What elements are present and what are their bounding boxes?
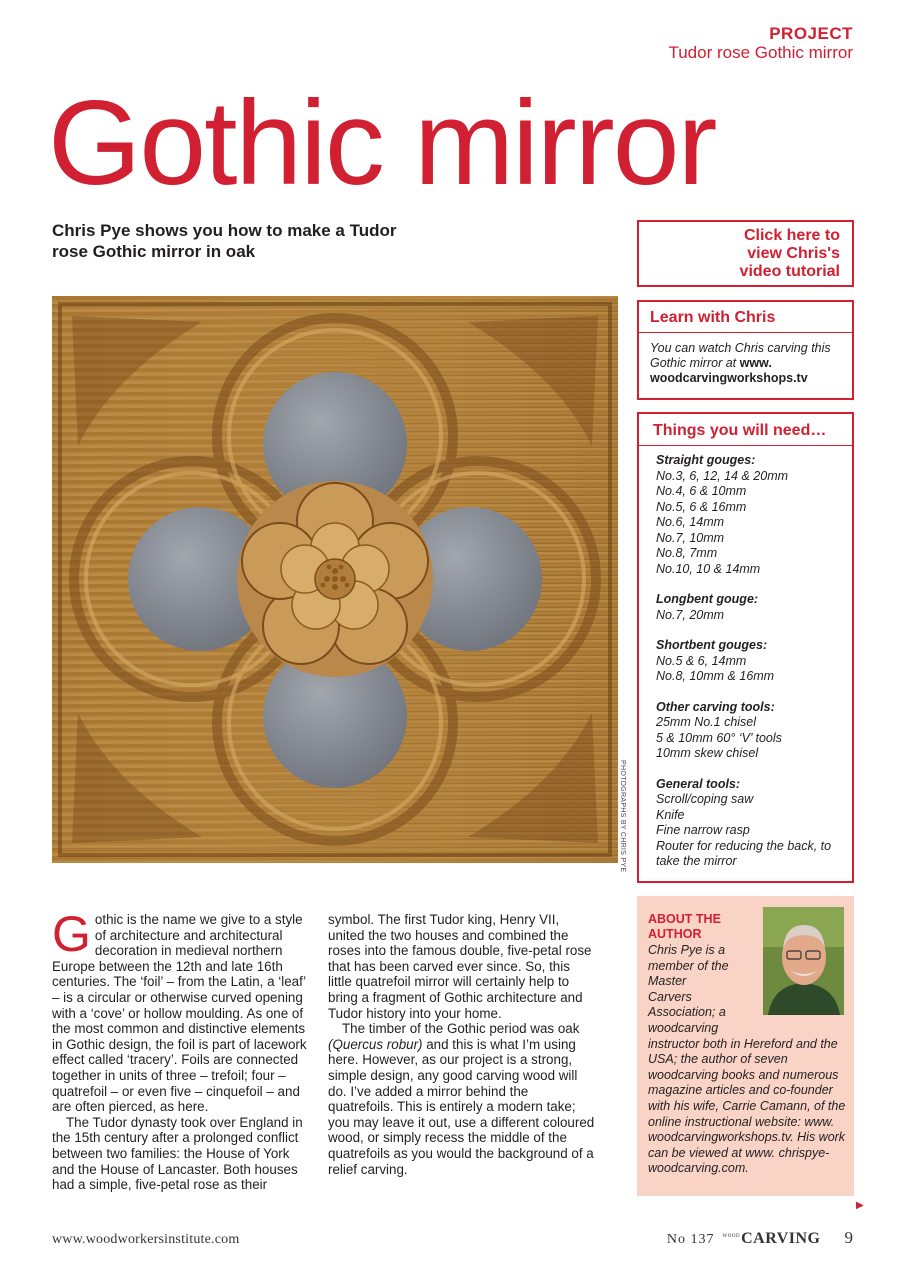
page-number: 9 — [844, 1228, 853, 1247]
tool-item: 5 & 10mm 60° ‘V’ tools — [656, 730, 782, 745]
tool-item: No.10, 10 & 14mm — [656, 561, 761, 576]
tool-group — [656, 453, 844, 577]
footer-issue: No 137 — [666, 1232, 715, 1247]
video-tutorial-link[interactable] — [637, 220, 854, 287]
tool-item: No.8, 7mm — [656, 546, 718, 560]
photo-credit — [616, 760, 626, 880]
tool-item: No.7, 20mm — [656, 607, 725, 622]
section-kicker — [668, 24, 853, 63]
tool-group — [656, 592, 844, 623]
learn-with-chris-box — [637, 300, 854, 400]
learn-text: You can watch Chris carving this Gothic mirror at — [650, 341, 831, 370]
footer-magazine-name: CARVING — [741, 1230, 821, 1247]
tool-group — [656, 777, 844, 870]
tool-item: Knife — [656, 807, 685, 822]
tool-group — [656, 700, 844, 762]
tools-list-box — [637, 412, 854, 883]
standfirst: Chris Pye shows you how to make a Tudor rose Gothic mirror in oak — [52, 221, 397, 261]
tool-item: No.8, 10mm & 16mm — [656, 669, 775, 683]
photo-credit-text: PHOTOGRAPHS BY CHRIS PYE — [619, 760, 626, 873]
drop-cap: G — [52, 906, 91, 962]
tool-item: 25mm No.1 chisel — [656, 715, 757, 729]
about-bio-text: Chris Pye is a member of the Master Carvers Association; a woodcarving instructor both in Hereford and the USA; the author of seven woodcarving books and numerous magazine articles and co-founder with his wife, Carrie Camann, of the online instructional website: www. woodcarvingworkshops.tv. His work can be viewed at www. chrispye-woodcarving.com. — [648, 943, 846, 1176]
video-tutorial-label: Click here to view Chris's video tutorial — [739, 227, 840, 280]
portrait-spacer — [732, 943, 848, 1028]
article-paragraph-continued: symbol. The first Tudor king, Henry VII, united the two houses and combined the roses into the famous double, five-petal rose that has been carved ever since. So, this little quatrefoil mirror will certainly help to bring a fragment of Gothic architecture and Tudor history into your home. — [328, 912, 592, 1021]
tudor-rose — [237, 481, 433, 677]
article-text: othic is the name we give to a style of architecture and architectural decoration in medieval northern Europe between the 12th and late 16th centuries. The ‘foil’ – from the Latin, a ‘leaf’ – is a circular or otherwise curved opening with a ‘cove’ or hollow moulding. As one of the most common and distinctive elements in Gothic design, the foil is part of lacework effect called ‘tracery’. Foils are connected together in units of three – trefoil; four – quatrefoil – or even five – cinquefoil – and are often pierced, as here. — [52, 912, 307, 1115]
article-paragraph — [52, 906, 314, 1115]
article-column-2 — [328, 912, 596, 1177]
tool-item: No.5 & 6, 14mm — [656, 653, 747, 668]
section-label: PROJECT — [769, 24, 853, 43]
learn-heading: Learn with Chris — [650, 309, 776, 326]
tool-group-title: Shortbent gouges: — [656, 638, 768, 652]
section-subtitle: Tudor rose Gothic mirror — [668, 43, 853, 62]
tool-item: Scroll/coping saw — [656, 792, 754, 806]
footer-magazine — [723, 1230, 821, 1248]
article-paragraph: The Tudor dynasty took over England in the 15th century after a prolonged conflict between two families: the House of York and the House of Lancaster. Both houses had a simple, five-petal rose as their — [52, 1114, 303, 1193]
tool-item: No.3, 6, 12, 14 & 20mm — [656, 468, 789, 483]
tool-group-title: Straight gouges: — [656, 453, 756, 467]
tool-item: No.4, 6 & 10mm — [656, 484, 747, 498]
page-title: Gothic mirror — [48, 76, 716, 210]
tool-item: Fine narrow rasp — [656, 823, 750, 837]
tool-item: No.7, 10mm — [656, 530, 725, 545]
article-column-1 — [52, 906, 314, 1193]
tools-list — [639, 446, 852, 870]
footer-mag-prefix: WOOD — [722, 1233, 741, 1239]
tool-group — [656, 638, 844, 685]
tool-item: 10mm skew chisel — [656, 746, 759, 760]
tool-group-title: Other carving tools: — [656, 699, 775, 714]
tool-item: Router for reducing the back, to take the mirror — [656, 838, 832, 868]
learn-link[interactable]: www. woodcarvingworkshops.tv — [650, 356, 808, 385]
article-text: The timber of the Gothic period was oak — [342, 1021, 580, 1037]
footer-folio — [667, 1228, 853, 1248]
article-text: and this is what I’m using here. However, as our project is a strong, simple design, any good carving wood will do. I’ve added a mirror behind the quatrefoils. This is entirely a modern take; you may leave it out, use a different coloured wood, or simply recess the middle of the quatrefoils as you would the background of a relief carving. — [328, 1036, 595, 1177]
end-of-page-arrow-icon: ▶ — [856, 1200, 864, 1211]
footer-website[interactable]: www.woodworkersinstitute.com — [52, 1232, 240, 1247]
about-bio — [648, 943, 848, 1177]
learn-body — [639, 333, 852, 386]
tools-heading: Things you will need… — [653, 422, 827, 439]
tool-item: No.6, 14mm — [656, 515, 725, 529]
tool-group-title: Longbent gouge: — [656, 592, 759, 606]
tool-item: No.5, 6 & 16mm — [656, 499, 747, 514]
article-italic: (Quercus robur) — [328, 1036, 423, 1052]
about-author-box — [637, 896, 854, 1196]
article-paragraph — [328, 1021, 596, 1177]
mirror-photo — [52, 296, 618, 863]
tool-group-title: General tools: — [656, 776, 741, 791]
about-heading: ABOUT THE AUTHOR — [648, 912, 721, 941]
